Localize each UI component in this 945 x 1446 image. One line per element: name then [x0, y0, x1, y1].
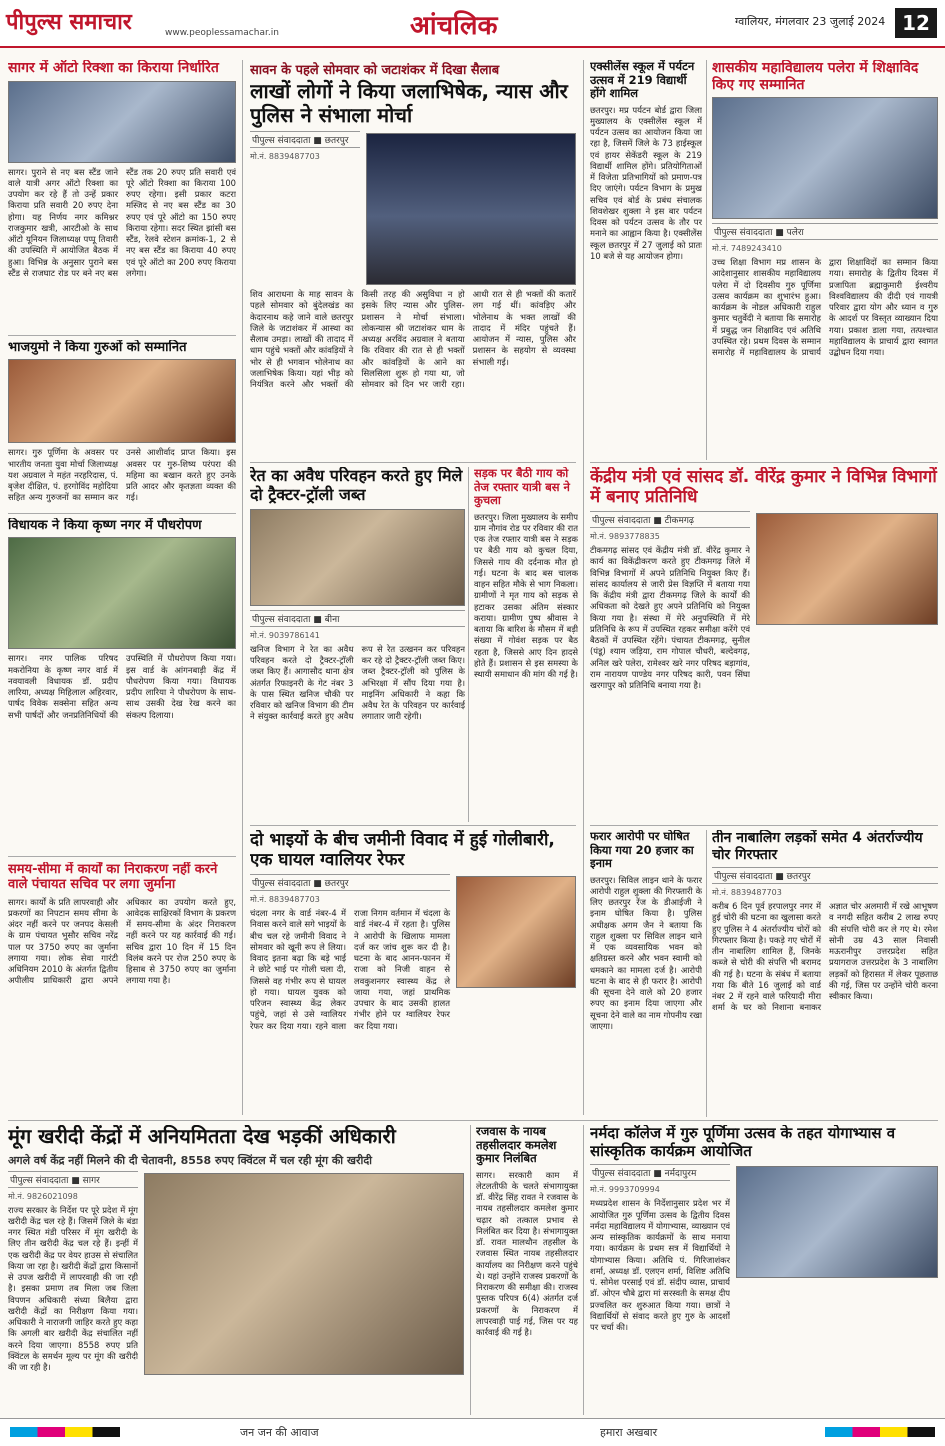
headline: तीन नाबालिग लड़कों समेत 4 अंतर्राज्यीय चोर गिरफ्तार	[712, 830, 923, 863]
headline: भाजयुमो ने किया गुरुओं को सम्मानित	[8, 340, 187, 355]
headline: समय-सीमा में कार्यों का निराकरण नहीं करने वाले पंचायत सचिव पर लगा जुर्माना	[8, 862, 218, 893]
kicker: सावन के पहले सोमवार को जटाशंकर में दिखा सैलाब	[250, 63, 500, 78]
article-body: सागर। गुरु पूर्णिमा के अवसर पर भारतीय जनता युवा मोर्चा जिलाध्यक्ष यश अग्रवाल ने महंत नरहरिदास, पं. बृजेश दीक्षित, पं. हरगोविंद महोदिया सहित अन्य गुरुजनों का सम्मान कर उनसे आशीर्वाद प्राप्त किया। इस अवसर पर गुरु-शिष्य परंपरा की महिमा का बखान करते हुए उनके प्रति आदर और कृतज्ञता व्यक्त की गई।	[8, 447, 236, 503]
byline: पीपुल्स संवाददाता ■ छतरपुर	[712, 867, 938, 884]
article-guru-honour	[8, 340, 236, 510]
column-rule	[583, 60, 584, 1115]
photo-mandi-inspection	[144, 1173, 464, 1375]
article-body: छतरपुर। मप्र पर्यटन बोर्ड द्वारा जिला मुख्यालय के एक्सीलेंस स्कूल में पर्यटन उत्सव का आयोजन किया जा रहा है, जिसमें जिले के 73 हाईस्कूल एवं हायर सेकेंडरी स्कूल के 219 विद्यार्थी शामिल होंगे। प्रतियोगिताओं में विजेता प्रतिभागियों को प्रमाण-पत्र दिए जाएंगे। पर्यटन विभाग के प्रमुख सचिव एवं बोर्ड के प्रबंध संचालक शिवशेखर शुक्ला ने इस बार पर्यटन दिवस को पर्यटन उत्सव के तौर पर मनाने का आह्वान किया है। एक्सीलेंस स्कूल छतरपुर में 27 जुलाई को प्रातः 10 बजे से यह आयोजन होगा।	[590, 104, 702, 261]
column-rule	[706, 830, 707, 1117]
section-rule	[8, 513, 236, 514]
column-rule	[470, 1125, 471, 1415]
article-thieves-arrested	[712, 830, 938, 1117]
article-body: छतरपुर। जिला मुख्यालय के समीप ग्राम नौगांव रोड पर रविवार की रात एक तेज रफ्तार यात्री बस ने सड़क पर बैठी गाय को कुचल दिया, जिससे गाय की दर्दनाक मौत हो गई। घटना के बाद बस चालक वाहन सहित मौके से भाग निकला। ग्रामीणों ने मृत गाय को सड़क से हटाकर उसका अंतिम संस्कार कराया। ग्रामीण पुष्प श्रीवास ने बताया कि बारिश के मौसम में बड़ी संख्या में गोवंश सड़क पर बैठ रहता है, जिससे आए दिन हादसे होते हैं। प्रशासन से इस समस्या के स्थायी समाधान की मांग की गई है।	[474, 511, 578, 680]
article-sand-tractor	[250, 467, 465, 822]
section-rule	[8, 335, 236, 336]
masthead	[0, 0, 945, 48]
photo-meeting	[8, 81, 236, 163]
headline: दो भाइयों के बीच जमीनी विवाद में हुई गोलीबारी, एक घायल ग्वालियर रेफर	[250, 830, 555, 871]
byline: पीपुल्स संवाददाता ■ टीकमगढ़	[590, 511, 750, 528]
article-auto-fare	[8, 60, 236, 332]
article-body: राज्य सरकार के निर्देश पर पूरे प्रदेश में मूंग खरीदी केंद्र चल रहे हैं। जिसमें जिले के बंडा नगर स्थित मंडी परिसर में मूंग खरीदी के लिए तीन खरीदी केंद्र चल रहे हैं। इन्हीं में एक खरीदी केंद्र पर वेयर हाउस से संचालित किया जा रहा है। खरीदी केंद्रों द्वारा किसानों से उपज खरीदी में लापरवाही की जा रही है। इसका प्रमाण तब मिला जब जिला विपणन अधिकारी संध्या बिलैया द्वारा खरीदी केंद्रों का निरीक्षण किया गया। अधिकारी ने नाराजगी जाहिर करते हुए कहा कि अगली बार खरीदी केंद्र संचालित नहीं करने दिया जाएगा। 8558 रुपए प्रति क्विंटल के समर्थन मूल्य पर मूंग की खरीदी की जा रही है।	[8, 1204, 138, 1373]
article-body: शिव आराधना के माह सावन के पहले सोमवार को बुंदेलखंड का केदारनाथ कहे जाने वाले छतरपुर जिले के जटाशंकर में आस्था का सैलाब उमड़ा। लाखों की तादाद में धाम पहुंचे भक्तों और कांवड़ियों ने भोर से ही भगवान भोलेनाथ का जलाभिषेक किया। यहां भीड़ को नियंत्रित करने और भक्तों की किसी तरह की असुविधा न हो इसके लिए न्यास और पुलिस-प्रशासन ने मोर्चा संभाला। लोकन्यास श्री जटाशंकर धाम के अध्यक्ष अरविंद अग्रवाल ने बताया कि रविवार की रात से ही भक्तों और कांवड़ियों के आने का सिलसिला शुरू हो गया था, जो सोमवार को दिन भर जारी रहा। आधी रात से ही भक्तों की कतारें लग गई थीं। कांवड़िए और भोलेनाथ के भक्त लाखों की तादाद में मंदिर पहुंचते हैं। आयोजन में न्यास, पुलिस और प्रशासन के सहयोग से व्यवस्था संभाली गई।	[250, 289, 576, 390]
section-rule	[250, 462, 576, 463]
photo-injured-man	[456, 876, 576, 988]
article-body: छतरपुर। सिविल लाइन थाने के फरार आरोपी राहुल शुक्ला की गिरफ्तारी के लिए छतरपुर रेंज के डीआईजी ने इनाम घोषित किया है। पुलिस अधीक्षक अगम जैन ने बताया कि राहुल शुक्ला पर सिविल लाइन थाने में एक व्यवसायिक भवन को क्षतिग्रस्त करने और भवन स्वामी को धमकाने का मामला दर्ज है। आरोपी घटना के बाद से ही फरार है। आरोपी की सूचना देने वाले को 20 हजार रुपए का इनाम दिया जाएगा और सूचना देने वाले का नाम गोपनीय रखा जाएगा।	[590, 874, 702, 1031]
headline: फरार आरोपी पर घोषित किया गया 20 हजार का इनाम	[590, 830, 694, 871]
photo-guru-event	[8, 359, 236, 443]
byline: पीपुल्स संवाददाता ■ नर्मदापुरम	[590, 1164, 730, 1181]
phone: मो.नं. 9039786141	[250, 630, 320, 640]
article-tourism-festival	[590, 60, 702, 460]
byline: पीपुल्स संवाददाता ■ बीना	[250, 610, 465, 627]
page-number: 12	[895, 8, 937, 38]
article-narmada-college	[590, 1125, 938, 1415]
article-body: मध्यप्रदेश शासन के निर्देशानुसार प्रदेश भर में आयोजित गुरु पूर्णिमा उत्सव के द्वितीय दिवस नर्मदा महाविद्यालय में योगाभ्यास, व्याख्यान एवं अन्य सांस्कृतिक कार्यक्रमों के साथ मनाया गया। कार्यक्रम के प्रथम सत्र में विद्यार्थियों ने योगाभ्यास किया। अतिथि पं. गिरिजाशंकर शर्मा, अध्यक्ष डॉ. एलएन शर्मा, विशिष्ट अतिथि पं. सोमेश परसाई एवं डॉ. संदीप व्यास, प्राचार्य डॉ. ओएन चौबे द्वारा मां सरस्वती के समक्ष दीप प्रज्वलित कर शुरुआत किया गया। छात्रों ने विद्यार्थियों से संवाद करते हुए गुरु के आदर्शों पर चर्चा की।	[590, 1198, 730, 1333]
color-registration-bar	[825, 1427, 935, 1437]
byline: पीपुल्स संवाददाता ■ सागर	[8, 1171, 138, 1188]
article-body: सागर। सरकारी काम में लेटलतीफी के चलते संभागायुक्त डॉ. वीरेंद्र सिंह रावत ने रजवास के नायब तहसीलदार कमलेश कुमार चढ़ार को तत्काल प्रभाव से निलंबित कर दिया है। संभागायुक्त डॉ. रावत मालथौन तहसील के रजवास स्थित नायब तहसीलदार कार्यालय का निरीक्षण करने पहुंचे थे। यहां उन्होंने राजस्व प्रकरणों के निराकरण की समीक्षा की। राजस्व पुस्तक परिपत्र 6(4) अंतर्गत दर्ज प्रकरणों के निराकरण में लापरवाही पाई गई, जिस पर यह कार्रवाई की गई है।	[476, 1169, 578, 1338]
headline: केंद्रीय मंत्री एवं सांसद डॉ. वीरेंद्र कुमार ने विभिन्न विभागों में बनाए प्रतिनिधि	[590, 467, 937, 508]
section-rule	[590, 825, 938, 826]
headline: सागर में ऑटो रिक्शा का किराया निर्धारित	[8, 60, 219, 76]
photo-tractor	[250, 509, 465, 606]
phone: मो.नं. 8839487703	[250, 895, 320, 905]
byline: पीपुल्स संवाददाता ■ छतरपुर	[250, 131, 360, 148]
column-rule	[468, 467, 469, 822]
headline: शासकीय महाविद्यालय पलेरा में शिक्षाविद किए गए सम्मानित	[712, 60, 919, 93]
footer-tagline: हमारा अखबार	[600, 1426, 658, 1439]
headline: रेत का अवैध परिवहन करते हुए मिले दो ट्रैक्टर-ट्रॉली जब्त	[250, 467, 463, 504]
photo-minister	[756, 513, 938, 625]
headline: नर्मदा कॉलेज में गुरु पूर्णिमा उत्सव के तहत योगाभ्यास व सांस्कृतिक कार्यक्रम आयोजित	[590, 1125, 896, 1160]
phone: मो.नं. 9993709994	[590, 1185, 660, 1195]
article-tehsildar-suspended	[476, 1125, 578, 1415]
website-url[interactable]: www.peoplessamachar.in	[165, 28, 279, 38]
column-rule	[242, 60, 243, 1115]
article-body: सागर। नगर पालिक परिषद मकरोनिया के कृष्ण नगर वार्ड में नवयावली विधायक डॉ. प्रदीप लारिया, अध्यक्ष मिहिलाल अहिरवार, पार्षद विवेक सक्सेना सहित अन्य सभी पार्षदों और जनप्रतिनिधियों की उपस्थिति में पौधरोपण किया गया। इस वार्ड के आंगनबाड़ी केंद्र में पौधरोपण किया गया। विधायक प्रदीप लारिया ने पौधरोपण के साथ-साथ उसकी देख रेख करने का संकल्प दिलाया।	[8, 653, 236, 720]
article-representatives	[590, 467, 938, 822]
photo-temple-crowd	[366, 133, 576, 285]
byline: पीपुल्स संवाददाता ■ छतरपुर	[250, 874, 450, 891]
article-body: उच्च शिक्षा विभाग मप्र शासन के आदेशानुसार शासकीय महाविद्यालय पलेरा में दो दिवसीय गुरु पूर्णिमा उत्सव कार्यक्रम का शुभारंभ हुआ। कार्यक्रम के नोडल अधिकारी राहुल कुमार चतुर्वेदी ने बताया कि समारोह में प्रबुद्ध जन शिक्षाविद एवं अतिथि उपस्थित रहे। प्रथम दिवस के सम्मान समारोह में महाविद्यालय के प्राचार्य द्वारा शिक्षाविदों का सम्मान किया गया। समारोह के द्वितीय दिवस में प्रजापिता ब्रह्माकुमारी ईश्वरीय विश्वविद्यालय की दीदी एवं गायत्री परिवार द्वारा योग और ध्यान व गुरु के आदर्श पर विस्तृत व्याख्यान दिया गया। प्रकाश डाला गया, तत्पश्चात महाविद्यालय के प्राचार्य द्वारा स्वागत उद्बोधन दिया गया।	[712, 257, 938, 358]
byline: पीपुल्स संवाददाता ■ पलेरा	[712, 223, 938, 240]
article-body: चंदला नगर के वार्ड नंबर-4 में निवास करने वाले सगे भाइयों के बीच चल रहे जमीनी विवाद ने सोमवार को खूनी रूप ले लिया। विवाद इतना बढ़ा कि बड़े भाई ने छोटे भाई पर गोली चला दी, जिससे वह गंभीर रूप से घायल हो गया। घायल युवक को परिजन स्वास्थ्य केंद्र लेकर पहुंचे, जहां से उसे ग्वालियर रेफर कर दिया गया। रहने वाला राजा निगम वर्तमान में चंदला के वार्ड नंबर-4 में रहता है। पुलिस ने आरोपी के खिलाफ मामला दर्ज कर जांच शुरू कर दी है। घटना के बाद आनन-फानन में राजा को निजी वाहन से लवकुशनगर स्वास्थ्य केंद्र ले जाया गया, जहां प्राथमिक उपचार के बाद उसकी हालत गंभीर होने पर ग्वालियर रेफर कर दिया गया।	[250, 908, 450, 1031]
article-body: करीब 6 दिन पूर्व हरपालपुर नगर में हुई चोरी की घटना का खुलासा करते हुए पुलिस ने 4 अंतर्राज्यीय चोरों को गिरफ्तार किया है। पकड़े गए चोरों में तीन नाबालिग शामिल हैं, जिनके कब्जे से चोरी की संपत्ति भी बरामद की गई है। घटना के संबंध में बताया गया कि बीते 16 जुलाई को वार्ड नंबर 2 में रहने वाले फरियादी मीरा शर्मा के घर को निशाना बनाकर अज्ञात चोर अलमारी में रखे आभूषण व नगदी सहित करीब 2 लाख रुपए की संपत्ति चोरी कर ले गए थे। रमेश सोनी उम्र 43 साल निवासी मऊरानीपुर उत्तरप्रदेश सहित प्रयागराज उत्तरप्रदेश के 3 नाबालिग लड़कों को हिरासत में लेकर पूछताछ की गई, जिस पर उन्होंने चोरी करना स्वीकार किया।	[712, 901, 938, 1013]
phone: मो.नं. 9826021098	[8, 1191, 78, 1201]
headline: विधायक ने किया कृष्ण नगर में पौधरोपण	[8, 518, 202, 533]
article-body: सागर। कार्यों के प्रति लापरवाही और प्रकरणों का निपटान समय सीमा के अंदर नहीं करने पर जनपद केसली के ग्राम पंचायत भुसौर सचिव नरेंद्र पाल पर 3750 रुपए का जुर्माना लगाया गया। लोक सेवा गारंटी अधिनियम 2010 के अंतर्गत द्वितीय अपीलीय प्राधिकारी द्वारा अपने अधिकार का उपयोग करते हुए, आवेदक साक्षिरकों विभाग के प्रकरण में समय-सीमा के अंदर निराकरण नहीं करने पर यह कार्रवाई की गई। सचिव द्वारा 10 दिन में 15 दिन विलंब करने पर रोज 250 रुपए के हिसाब से 3750 रुपए का जुर्माना लगाया गया है।	[8, 896, 236, 986]
article-cow-bus	[474, 467, 578, 822]
article-jatashankar	[250, 60, 576, 460]
photo-college-event	[712, 97, 938, 219]
article-plantation	[8, 518, 236, 853]
headline: लाखों लोगों ने किया जलाभिषेक, न्यास और पुलिस ने संभाला मोर्चा	[250, 79, 568, 127]
headline: सड़क पर बैठी गाय को तेज रफ्तार यात्री बस ने कुचला	[474, 467, 570, 508]
column-rule	[706, 60, 707, 460]
article-body: टीकमगढ़ सांसद एवं केंद्रीय मंत्री डॉ. वीरेंद्र कुमार ने कार्य का विकेंद्रीकरण करते हुए टीकमगढ़ जिले में विभिन्न विभागों में अपने प्रतिनिधि नियुक्त किए हैं। सांसद कार्यालय से जारी प्रेस विज्ञप्ति में बताया गया कि केंद्रीय मंत्री द्वारा टीकमगढ़ जिले के कार्यों की अधिकता को देखते हुए अपने प्रतिनिधि को नियुक्त किया गया है। संस्था में मेरे अनुपस्थिति में मेरे प्रतिनिधि के रूप में उपस्थित रहकर समीक्षा करेंगे एवं बैठकों में उपस्थित रहेंगे। पंचायत टीकमगढ़, सुनील (पंडू) श्याम जड़िया, राम गोपाल चौधरी, बल्देवगढ़, अनिल खरे पलेरा, रामेश्वर खरे नगर परिषद बड़ागांव, राम नारायण पाण्डेय नगर परिषद कारी, पवन सिंघा खरगापुर को प्रतिनिधि बनाया गया है।	[590, 545, 750, 691]
article-land-dispute	[250, 830, 576, 1117]
article-body: खनिज विभाग ने रेत का अवैध परिवहन करते दो ट्रैक्टर-ट्रॉली जब्त किए हैं। आगासौद थाना क्षेत्र अंतर्गत रिफाइनरी के गेट नंबर 3 के पास स्थित खनिज चौकी पर रविवार को खनिज विभाग की टीम ने संयुक्त कार्रवाई करते हुए अवैध रूप से रेत उत्खनन कर परिवहन कर रहे दो ट्रैक्टर-ट्रॉली जब्त किए। जब्त ट्रैक्टर-ट्रॉली को पुलिस के अभिरक्षा में सौंप दिया गया है। माइनिंग अधिकारी ने कहा कि अवैध रेत के परिवहन पर कार्रवाई लगातार जारी रहेगी।	[250, 643, 465, 722]
phone: मो.नं. 9893778835	[590, 532, 660, 542]
article-moong-purchase	[8, 1125, 464, 1415]
phone: मो.नं. 7489243410	[712, 244, 782, 254]
dateline: ग्वालियर, मंगलवार 23 जुलाई 2024	[735, 15, 886, 28]
newspaper-logo: पीपुल्स समाचार	[6, 10, 132, 35]
section-rule	[8, 856, 236, 857]
section-rule	[8, 1120, 938, 1121]
section-title: आंचलिक	[410, 11, 498, 41]
subheadline: अगले वर्ष केंद्र नहीं मिलने की दी चेतावनी, 8558 रुपए क्विंटल में चल रही मूंग की खरीदी	[8, 1153, 373, 1167]
phone: मो.नं. 8839487703	[250, 152, 320, 162]
footer-tagline: जन जन की आवाज	[240, 1426, 319, 1439]
photo-yoga-event	[736, 1166, 938, 1278]
headline: मूंग खरीदी केंद्रों में अनियमितता देख भड़कीं अधिकारी	[8, 1125, 396, 1148]
headline: रजवास के नायब तहसीलदार कमलेश कुमार निलंबित	[476, 1125, 557, 1166]
article-body: सागर। पुराने से नए बस स्टैंड जाने वाले यात्री अगर ऑटो रिक्शा का उपयोग कर रहे हैं तो उन्हें प्रकार किराया प्रति सवारी 20 रुपए देना होगा। यह निर्णय नगर कमिश्नर राजकुमार खत्री, आरटीओ के साथ ऑटो यूनियन जिलाध्यक्ष पप्पू तिवारी की उपस्थिति में आयोजित बैठक में हुआ। विभिन्न के अनुसार पुराने बस स्टैंड से राजघाट रोड पर बने नए बस स्टैंड तक 20 रुपए प्रति सवारी एवं पूरे ऑटो रिक्शा का किराया 100 रुपए रहेगा। इसी प्रकार कटरा मस्जिद से नए बस स्टैंड का 30 रुपए एवं पूरे ऑटो का 150 रुपए किराया रहेगा। सदर स्थित झांसी बस स्टैंड, रेलवे स्टेशन क्रमांक-1, 2 से नए बस स्टैंड का किराया 40 रुपए एवं पूरे ऑटो का 200 रुपए किराया लगेगा।	[8, 166, 236, 278]
photo-plantation	[8, 537, 236, 649]
column-rule	[583, 1125, 584, 1415]
article-reward	[590, 830, 702, 1117]
phone: मो.नं. 8839487703	[712, 888, 782, 898]
section-rule	[590, 462, 938, 463]
page-footer	[0, 1418, 945, 1446]
color-registration-bar	[10, 1427, 120, 1437]
article-secretary-fine	[8, 862, 236, 1117]
section-rule	[250, 825, 576, 826]
headline: एक्सीलेंस स्कूल में पर्यटन उत्सव में 219 विद्यार्थी होंगे शामिल	[590, 60, 695, 101]
article-palera-college	[712, 60, 938, 460]
